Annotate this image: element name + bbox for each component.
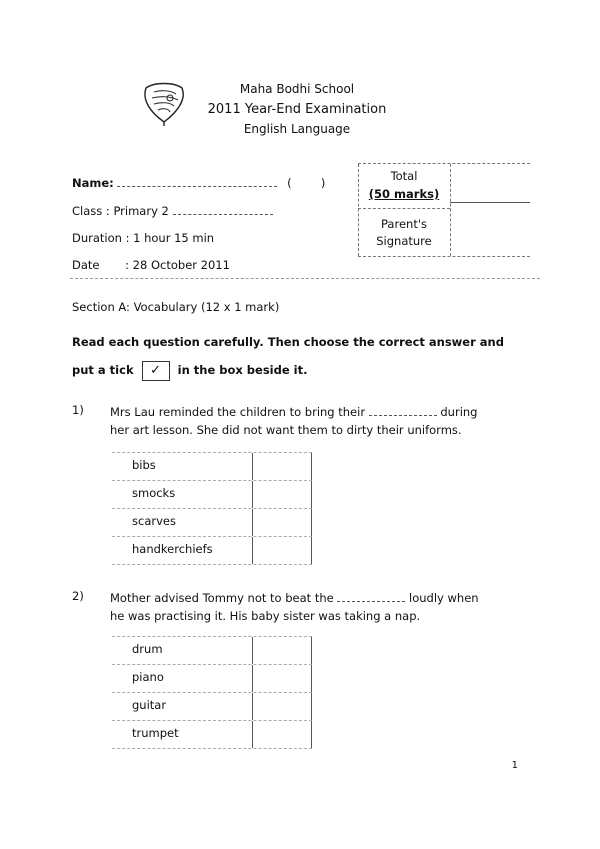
exam-title: 2011 Year-End Examination xyxy=(207,102,387,117)
name-field[interactable] xyxy=(117,176,277,187)
signature-label: Signature xyxy=(376,234,432,248)
total-label: Total xyxy=(390,169,418,183)
option-checkbox[interactable] xyxy=(252,721,312,748)
class-field[interactable] xyxy=(173,204,273,215)
name-row xyxy=(72,176,325,190)
question-text-line2: he was practising it. His baby sister was taking a nap. xyxy=(110,609,421,623)
question-number: 2) xyxy=(72,589,84,603)
instruction-pre: put a tick xyxy=(72,363,134,377)
question-text-line2: her art lesson. She did not want them to dirty their uniforms. xyxy=(110,423,462,437)
option-label: scarves xyxy=(132,514,176,528)
options-table-q1 xyxy=(112,452,312,565)
option-checkbox[interactable] xyxy=(252,481,312,508)
instruction-line-1: Read each question carefully. Then choose the correct answer and xyxy=(72,335,504,349)
option-row xyxy=(112,536,312,565)
option-checkbox[interactable] xyxy=(252,537,312,564)
option-row xyxy=(112,452,312,480)
option-row xyxy=(112,664,312,692)
option-row xyxy=(112,720,312,749)
option-row xyxy=(112,508,312,536)
class-label: Class : Primary 2 xyxy=(72,204,169,218)
section-title: Section A: Vocabulary (12 x 1 mark) xyxy=(72,300,280,314)
options-table-q2 xyxy=(112,636,312,749)
question-number: 1) xyxy=(72,403,84,417)
score-box xyxy=(358,163,530,257)
total-score-field[interactable] xyxy=(451,164,529,202)
option-label: trumpet xyxy=(132,726,179,740)
answer-blank xyxy=(369,405,437,416)
option-label: bibs xyxy=(132,458,156,472)
question-text xyxy=(110,589,530,625)
date-label: Date xyxy=(72,258,100,272)
option-checkbox[interactable] xyxy=(252,453,312,480)
tick-example-box xyxy=(142,361,170,381)
option-row xyxy=(112,636,312,664)
class-row xyxy=(72,204,273,218)
duration-label: Duration : 1 hour 15 min xyxy=(72,231,215,245)
option-label: drum xyxy=(132,642,163,656)
option-row xyxy=(112,692,312,720)
option-label: guitar xyxy=(132,698,167,712)
question-text-after: during xyxy=(440,405,478,419)
total-marks-label: (50 marks) xyxy=(368,187,440,201)
option-checkbox[interactable] xyxy=(252,665,312,692)
option-checkbox[interactable] xyxy=(252,509,312,536)
question-text-after: loudly when xyxy=(409,591,479,605)
instruction-post: in the box beside it. xyxy=(177,363,308,377)
date-row xyxy=(72,258,230,272)
question-text xyxy=(110,403,530,439)
option-label: smocks xyxy=(132,486,176,500)
option-checkbox[interactable] xyxy=(252,637,312,664)
register-number-bracket: ( ) xyxy=(287,176,326,190)
tick-icon: ✓ xyxy=(150,362,162,378)
question-text-before: Mother advised Tommy not to beat the xyxy=(110,591,334,605)
option-row xyxy=(112,480,312,508)
option-label: handkerchiefs xyxy=(132,542,213,556)
question-text-before: Mrs Lau reminded the children to bring their xyxy=(110,405,366,419)
name-label: Name: xyxy=(72,176,114,190)
date-value: : 28 October 2011 xyxy=(125,258,230,272)
option-checkbox[interactable] xyxy=(252,693,312,720)
parent-signature-field[interactable] xyxy=(451,203,529,255)
subject-title: English Language xyxy=(243,122,351,136)
option-label: piano xyxy=(132,670,164,684)
answer-blank xyxy=(337,591,405,602)
page-number: 1 xyxy=(511,760,518,771)
divider xyxy=(70,278,540,279)
school-name: Maha Bodhi School xyxy=(239,82,355,96)
instruction-line-2 xyxy=(72,357,307,383)
parent-label: Parent's xyxy=(381,217,427,231)
